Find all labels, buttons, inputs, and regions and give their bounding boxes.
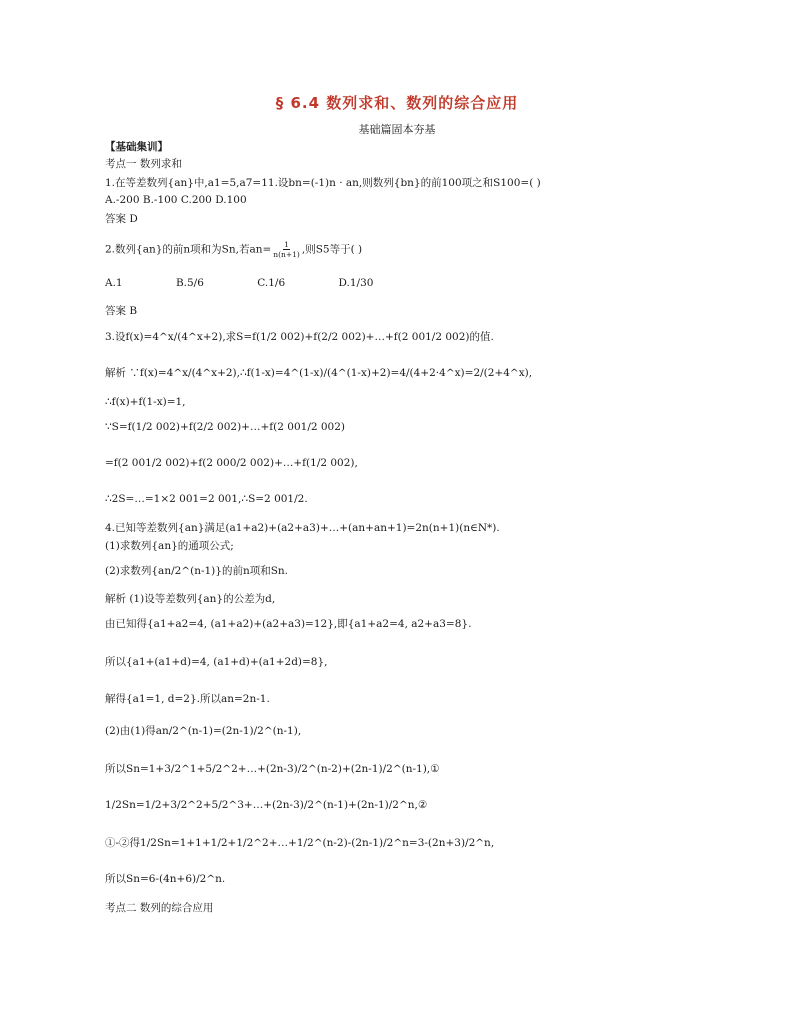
point2-heading: 考点二 数列的综合应用: [105, 902, 214, 914]
q2-fraction: $\frac{1}{n(n+1)}$: [273, 240, 300, 259]
q4-solution-4: 解得{a1=1, d=2}.所以an=2n-1.: [105, 693, 270, 705]
q1-stem: 1.在等差数列{an}中,a1=5,a7=11.设bn=(-1)n · an,则数列{bn}的前100项之和S100=( ): [105, 177, 541, 189]
section-label: 【基础集训】: [105, 141, 168, 153]
q2-option-d: D.1/30: [338, 277, 374, 289]
q4-part2: (2)求数列{an/2^(n-1)}的前n项和Sn.: [105, 565, 289, 577]
q4-solution-2: 由已知得{a1+a2=4, (a1+a2)+(a2+a3)=12},即{a1+a2=4, a2+a3=8}.: [105, 618, 472, 630]
q2-stem: [105, 240, 362, 259]
q4-solution-7: 1/2Sn=1/2+3/2^2+5/2^3+…+(2n-3)/2^(n-1)+(2n-1)/2^n,②: [105, 799, 428, 811]
q4-solution-8: ①-②得1/2Sn=1+1+1/2+1/2^2+…+1/2^(n-2)-(2n-1)/2^n=3-(2n+3)/2^n,: [105, 837, 495, 849]
q2-option-a: A.1: [105, 277, 123, 289]
q1-options: A.-200 B.-100 C.200 D.100: [105, 194, 247, 206]
q2-stem-a: 2.数列{an}的前n项和为Sn,若an=: [105, 243, 272, 256]
q4-part1: (1)求数列{an}的通项公式;: [105, 540, 234, 552]
q4-solution-1: 解析 (1)设等差数列{an}的公差为d,: [105, 593, 276, 605]
q3-solution-5: ∴2S=…=1×2 001=2 001,∴S=2 001/2.: [105, 493, 308, 505]
q2-options: [105, 276, 373, 290]
q1-answer: 答案 D: [105, 213, 138, 225]
q2-option-c: C.1/6: [257, 277, 286, 289]
q3-solution-2: ∴f(x)+f(1-x)=1,: [105, 396, 186, 408]
q3-solution-4: =f(2 001/2 002)+f(2 000/2 002)+…+f(1/2 002),: [105, 457, 358, 469]
q2-answer: 答案 B: [105, 305, 138, 317]
q4-solution-5: (2)由(1)得an/2^(n-1)=(2n-1)/2^(n-1),: [105, 725, 302, 737]
q2-stem-b: ,则S5等于( ): [301, 243, 363, 256]
q4-stem: 4.已知等差数列{an}满足(a1+a2)+(a2+a3)+…+(an+an+1)=2n(n+1)(n∈N*).: [105, 522, 500, 534]
page-title: § 6.4 数列求和、数列的综合应用: [275, 94, 519, 112]
q2-option-b: B.5/6: [175, 277, 204, 289]
q3-stem: 3.设f(x)=4^x/(4^x+2),求S=f(1/2 002)+f(2/2 002)+…+f(2 001/2 002)的值.: [105, 331, 494, 343]
q3-solution-3: ∵S=f(1/2 002)+f(2/2 002)+…+f(2 001/2 002): [105, 421, 346, 433]
point1-heading: 考点一 数列求和: [105, 158, 182, 170]
q3-solution-1: 解析 ∵f(x)=4^x/(4^x+2),∴f(1-x)=4^(1-x)/(4^(1-x)+2)=4/(4+2·4^x)=2/(2+4^x),: [105, 367, 533, 379]
q4-solution-9: 所以Sn=6-(4n+6)/2^n.: [105, 873, 226, 885]
page-subtitle: 基础篇固本夯基: [358, 123, 436, 136]
q4-solution-6: 所以Sn=1+3/2^1+5/2^2+…+(2n-3)/2^(n-2)+(2n-1)/2^(n-1),①: [105, 763, 440, 775]
q4-solution-3: 所以{a1+(a1+d)=4, (a1+d)+(a1+2d)=8},: [105, 656, 328, 668]
